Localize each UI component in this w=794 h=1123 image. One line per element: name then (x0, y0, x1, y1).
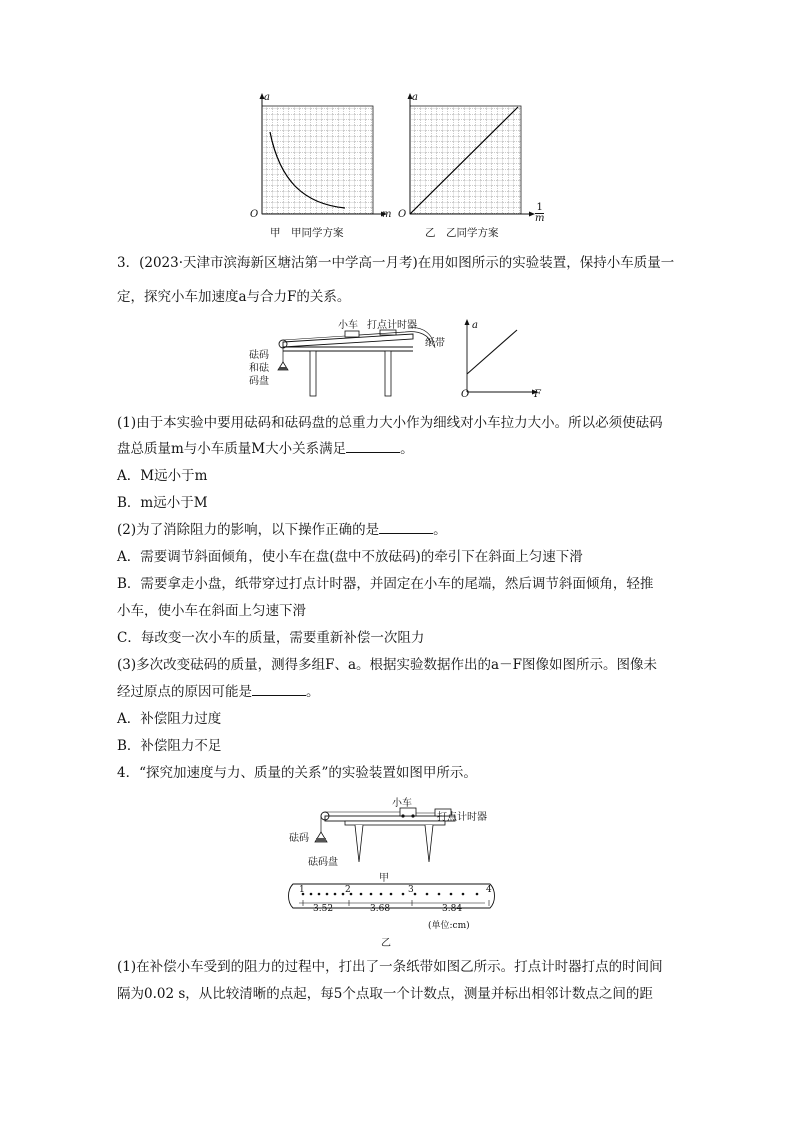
q3-p3-option-b: B．补偿阻力不足 (117, 738, 222, 754)
q3-intro-line2: 定，探究小车加速度a与合力F的关系。 (117, 289, 351, 305)
axis-x-fraction: 1 m (535, 202, 545, 224)
q3-p2-option-b-line1: B．需要拿走小盘，纸带穿过打点计时器，并固定在小车的尾端，然后调节斜面倾角，轻推 (117, 576, 654, 592)
graph-yi (398, 92, 548, 224)
timer-label: 打点计时器 (367, 320, 417, 331)
answer-blank[interactable] (346, 440, 400, 453)
graph-f-label: F (534, 389, 541, 400)
graph-a-label: a (472, 320, 478, 331)
q3-p1-option-a: A．M远小于m (117, 468, 208, 484)
origin-label: O (398, 209, 407, 220)
answer-blank[interactable] (252, 683, 306, 696)
tape-point-1: 1 (299, 885, 305, 895)
af-line (467, 330, 517, 374)
axis-x-label: m (382, 209, 392, 220)
q3-p1-line1: (1)由于本实验中要用砝码和砝码盘的总重力大小作为细线对小车拉力大小。所以必须使砝码 (117, 415, 663, 431)
q4-p1-line1: (1)在补偿小车受到的阻力的过程中，打出了一条纸带如图乙所示。打点计时器打点的时间间 (117, 959, 663, 975)
q3-p3-line2: 经过原点的原因可能是 。 (117, 684, 320, 700)
q4-weights-label: 砝码 (289, 833, 309, 844)
q3-p2-option-c: C．每改变一次小车的质量，需要重新补偿一次阻力 (117, 630, 425, 646)
q4-p1-line2: 隔为0.02 s，从比较清晰的点起，每5个点取一个计数点，测量并标出相邻计数点之间的距 (117, 986, 653, 1002)
q3-p3-option-a: A．补偿阻力过度 (117, 711, 222, 727)
tape-distance-2: 3.68 (370, 904, 391, 914)
q3-intro-line1: 3．(2023·天津市滨海新区塘沽第一中学高一月考)在用如图所示的实验装置，保持小车质量一 (117, 255, 675, 271)
graph-yi-caption: 乙 乙同学方案 (425, 227, 499, 239)
q3-p2-option-a: A．需要调节斜面倾角，使小车在盘(盘中不放砝码)的牵引下在斜面上匀速下滑 (117, 549, 583, 565)
tape-distance-1: 3.52 (313, 904, 334, 914)
q4-caption-yi: 乙 (381, 938, 391, 949)
q3-p1-option-b: B．m远小于M (117, 495, 208, 511)
weights-label-1: 砝码 (249, 350, 269, 361)
tape-unit: (单位:cm) (428, 921, 470, 931)
q3-p2-option-b-line2: 小车，使小车在斜面上匀速下滑 (117, 603, 306, 619)
q3-p1-line2: 盘总质量m与小车质量M大小关系满足 。 (117, 441, 414, 457)
q4-car-label: 小车 (392, 798, 412, 809)
axis-y-label: a (264, 92, 270, 103)
graph-o-label: O (461, 389, 470, 400)
tape-point-3: 3 (408, 885, 414, 895)
weights-label-3: 码盘 (249, 376, 269, 387)
q4-caption-jia: 甲 (379, 873, 389, 884)
origin-label: O (250, 209, 259, 220)
axis-y-label: a (412, 92, 418, 103)
weights-label-2: 和砝 (249, 363, 269, 374)
answer-blank[interactable] (379, 521, 433, 534)
graph-jia (250, 92, 400, 224)
q4-intro: 4．“探究加速度与力、质量的关系”的实验装置如图甲所示。 (117, 765, 477, 781)
car-label: 小车 (338, 320, 358, 331)
q4-pan-label: 砝码盘 (308, 857, 338, 868)
q3-p2-question: (2)为了消除阻力的影响，以下操作正确的是 。 (117, 522, 447, 538)
graph-jia-caption: 甲 甲同学方案 (270, 227, 344, 239)
tape-label: 纸带 (425, 338, 445, 349)
q3-p3-line1: (3)多次改变砝码的质量，测得多组F、a。根据实验数据作出的a－F图像如图所示。图像未 (117, 657, 657, 673)
q4-timer-label: 打点计时器 (437, 812, 487, 823)
tape-point-2: 2 (345, 885, 351, 895)
tape-point-4: 4 (486, 885, 492, 895)
tape-distance-3: 3.84 (442, 904, 463, 914)
